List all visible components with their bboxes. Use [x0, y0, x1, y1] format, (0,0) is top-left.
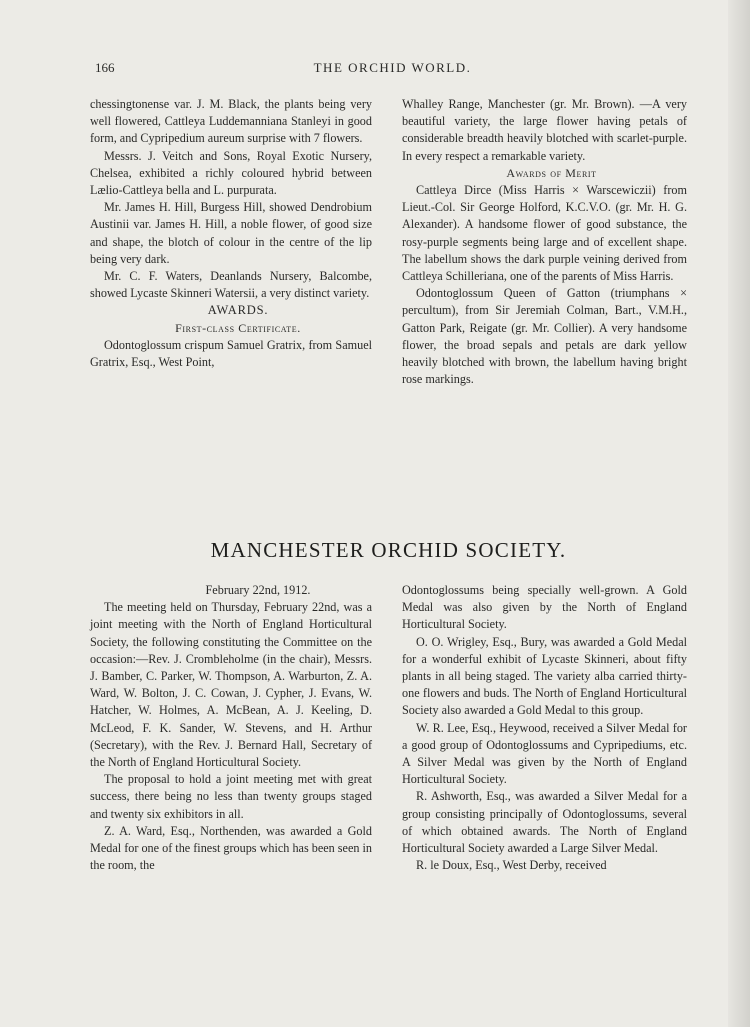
- paragraph: The proposal to hold a joint meeting met with great success, there being no less than twenty groups staged and twenty six exhibitors in all.: [90, 772, 372, 821]
- running-head: THE ORCHID WORLD.: [313, 60, 472, 75]
- paragraph: Mr. C. F. Waters, Deanlands Nursery, Balcombe, showed Lycaste Skinneri Watersii, a very distinct variety.: [90, 269, 372, 301]
- paragraph: Mr. James H. Hill, Burgess Hill, showed Dendrobium Austinii var. James H. Hill, a noble flower, of good size and shape, the blotch of colour in the centre of the lip being very dark.: [90, 200, 372, 266]
- top-left-column: [90, 96, 372, 371]
- top-right-column: [402, 96, 687, 388]
- paragraph: R. le Doux, Esq., West Derby, received: [416, 858, 607, 873]
- paragraph: W. R. Lee, Esq., Heywood, received a Silver Medal for a good group of Odontoglossums and Cypripediums, etc. A Silver Medal was given by the North of England Horticultural Society.: [402, 720, 687, 787]
- paragraph: chessingtonense var. J. M. Black, the plants being very well flowered, Cattleya Luddemanniana Stanleyi in good form, and Cypripedium aureum surprise with 7 flowers.: [90, 97, 372, 146]
- paragraph: Odontoglossum Queen of Gatton (triumphans × percultum), from Sir Jeremiah Colman, Bart., V.M.H., Gatton Park, Reigate (gr. Mr. Collier). A very handsome flower, the broad sepals and petals are dark yellow heavily blotched with brown, the labellum having bright rose markings.: [402, 286, 687, 387]
- paragraph: Messrs. J. Veitch and Sons, Royal Exotic Nursery, Chelsea, exhibited a richly coloured hybrid between Lælio-Cattleya bella and L. purpurata.: [90, 148, 372, 198]
- paragraph: Odontoglossum crispum Samuel Gratrix, from Samuel Gratrix, Esq., West Point,: [90, 337, 372, 370]
- merit-heading: Awards of Merit: [506, 165, 597, 180]
- paragraph: Cattleya Dirce (Miss Harris × Warscewiczii) from Lieut.-Col. Sir George Holford, K.C.V.O. (gr. Mr. H. G. Alexander). A handsome flower of good substance, the rosy-purple segments being large and of excellent shape. The labellum shows the dark purple veining derived from Cattleya Schilleriana, one of the parents of Miss Harris.: [402, 183, 687, 284]
- awards-heading: AWARDS.: [207, 303, 269, 318]
- paragraph: Z. A. Ward, Esq., Northenden, was awarded a Gold Medal for one of the finest groups which has been seen in the room, the: [90, 823, 372, 873]
- paragraph: O. O. Wrigley, Esq., Bury, was awarded a Gold Medal for a wonderful exhibit of Lycaste Skinneri, about fifty plants in all being staged. The variety alba carried thirty-one flowers and buds. The North of England Horticultural Society also awarded a Gold Medal to this group.: [402, 634, 687, 718]
- bottom-left-column: [90, 582, 372, 874]
- paragraph: Whalley Range, Manchester (gr. Mr. Brown). —A very beautiful variety, the large flower having petals of considerable breadth heavily blotched with scarlet-purple. In every respect a remarkable variety.: [402, 97, 687, 163]
- page-header: [95, 60, 690, 80]
- dateline: February 22nd, 1912.: [205, 583, 311, 597]
- section-title: MANCHESTER ORCHID SOCIETY.: [210, 538, 567, 562]
- page-edge-shadow: [728, 0, 750, 1027]
- page-number: 166: [95, 60, 115, 75]
- paragraph: Odontoglossums being specially well-grown. A Gold Medal was also given by the North of England Horticultural Society.: [402, 583, 687, 632]
- paragraph: R. Ashworth, Esq., was awarded a Silver Medal for a group consisting principally of Odontoglossums, several of which obtained awards. The North of England Horticultural Society awarded a Large Silver Medal.: [402, 789, 687, 856]
- certificate-heading: First-class Certificate.: [175, 320, 301, 335]
- bottom-right-column: [402, 582, 687, 874]
- paragraph: The meeting held on Thursday, February 22nd, was a joint meeting with the North of England Horticultural Society, the following constituting the Committee on the occasion:—Rev. J. Crombleholme (in the chair), Messrs. J. Bamber, C. Parker, W. Thompson, A. Warburton, Z. A. Ward, W. Bolton, J. C. Cowan, J. Cypher, J. Evans, W. Hatcher, W. Holmes, A. McBean, A. J. Keeling, D. McLeod, F. K. Sander, W. Stevens, and H. Arthur (Secretary), with the Rev. J. Bernard Hall, Secretary of the North of England Horticultural Society.: [90, 600, 372, 770]
